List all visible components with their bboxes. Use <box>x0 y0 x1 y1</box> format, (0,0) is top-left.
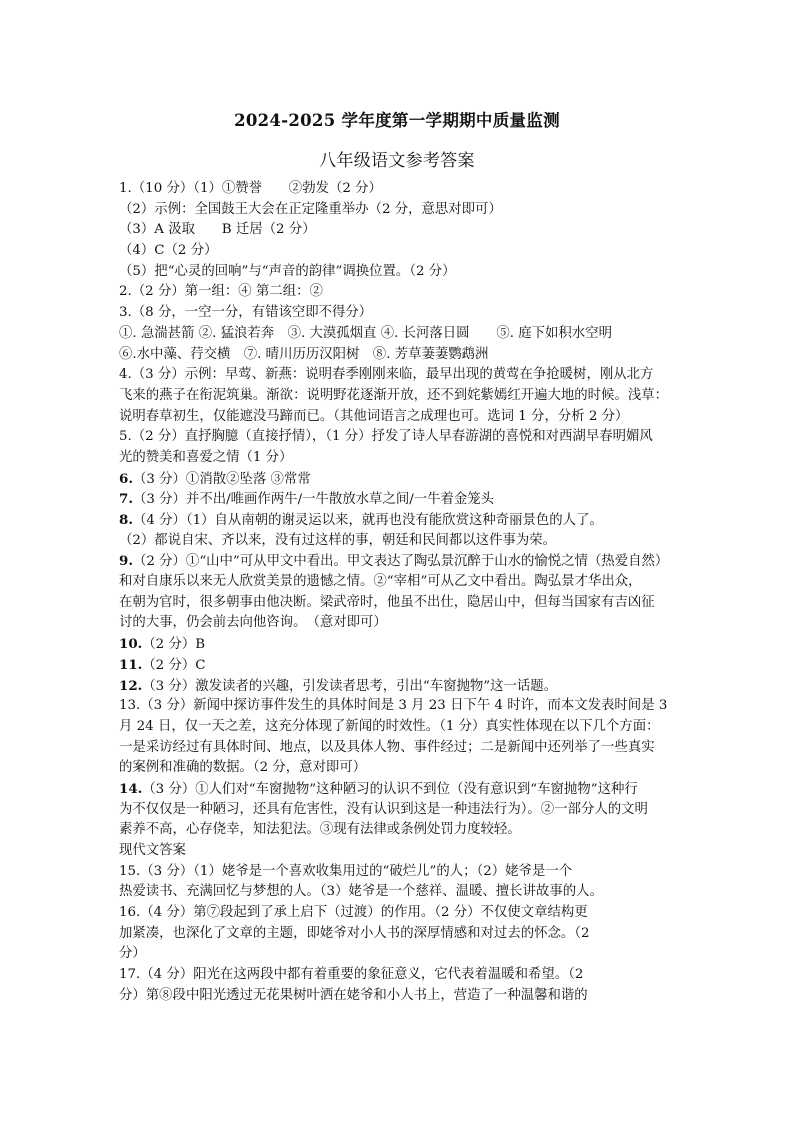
answer-text: （3 分）并不出/唯画作两牛/一牛散放水草之间/一牛着金笼头 <box>132 492 495 508</box>
answer-text: 飞来的燕子在衔泥筑巢。渐欲：说明野花逐渐开放，还不到姹紫嫣红开遍大地的时候。浅草： <box>119 387 669 403</box>
answer-text: 现代文答案 <box>119 843 186 858</box>
answer-text: （2 分）C <box>142 657 206 673</box>
answer-text: 说明春草初生，仅能遮没马蹄而已。（其他词语言之成理也可。选词 1 分，分析 2 分） <box>119 408 629 424</box>
question-number: 10. <box>119 636 143 653</box>
page-title: 2024-2025 学年度第一学期期中质量监测 <box>234 111 560 130</box>
answer-text: （3 分）示例：早莺、新燕：说明春季刚刚来临，最早出现的黄莺在争抢暖树，刚从北方 <box>131 367 654 383</box>
answer-line <box>119 903 679 924</box>
answer-text: 和对自康乐以来无人欣赏美景的遗憾之情。②“宰相”可从乙文中看出。陶弘景才华出众， <box>119 574 642 590</box>
answer-text: （3 分）①人们对“车窗抛物”这种陋习的认识不到位（没有意识到“车窗抛物”这种行 <box>142 781 638 797</box>
answer-line <box>119 386 679 407</box>
answer-line <box>119 965 679 986</box>
answer-text: （2 分）第一组：④ 第二组：② <box>131 284 323 300</box>
answer-line <box>119 882 679 903</box>
answer-text: （4 分）第⑦段起到了承上启下（过渡）的作用。（2 分）不仅使文章结构更 <box>140 905 588 921</box>
answer-text: 讨的大事，仍会前去向他咨询。 （意对即可） <box>119 615 387 631</box>
answer-text: （3 分）①消散②坠落 ③常常 <box>132 471 311 487</box>
question-number: 7. <box>119 491 133 508</box>
answer-text: （10 分）（1）①赞誉 ②勃发（2 分） <box>131 181 382 196</box>
question-number: 15. <box>119 863 141 879</box>
answer-line <box>119 779 679 800</box>
answer-line <box>119 220 679 241</box>
question-number: 5. <box>119 429 132 445</box>
answer-text: 分） <box>119 946 146 962</box>
question-number: 1. <box>119 181 132 196</box>
answer-line <box>119 717 679 738</box>
answer-content <box>119 179 679 1007</box>
question-number: 8. <box>119 512 133 528</box>
answer-line <box>119 986 679 1007</box>
answer-line <box>119 469 679 490</box>
question-number: 14. <box>119 780 143 797</box>
answer-line <box>119 303 679 324</box>
answer-text: 为不仅仅是一种陋习，还具有危害性，没有认识到这是一种违法行为）。②一部分人的文明 <box>119 801 648 817</box>
question-number: 13. <box>119 698 141 714</box>
answer-line <box>119 241 679 262</box>
answer-text: （3）A 汲取 B 迁居（2 分） <box>119 222 316 238</box>
answer-line <box>119 531 679 552</box>
answer-text: （2）都说自宋、齐以来，没有过这样的事，朝廷和民间都以这件事为荣。 <box>119 532 557 548</box>
question-number: 3. <box>119 305 132 321</box>
question-number: 17. <box>119 967 141 983</box>
answer-text: 光的赞美和喜爱之情（1 分） <box>119 449 293 465</box>
answer-text: （2 分）①“山中”可从甲文中看出。甲文表达了陶弘景沉醉于山水的愉悦之情（热爱自然） <box>132 554 669 570</box>
question-number: 9. <box>119 553 133 570</box>
answer-line <box>119 696 679 717</box>
answer-text: 分）第⑧段中阳光透过无花果树叶洒在姥爷和小人书上，营造了一种温馨和谐的 <box>119 987 588 1003</box>
answer-line <box>119 427 679 448</box>
page-subtitle: 八年级语文参考答案 <box>319 151 475 171</box>
answer-line <box>119 551 679 572</box>
question-number: 11. <box>119 656 143 673</box>
answer-line <box>119 572 679 593</box>
answer-line <box>119 841 679 862</box>
answer-text: （3 分）新闻中探访事件发生的具体时间是 3 月 23 日下午 4 时许，而本文发表时间是 3 <box>140 698 668 714</box>
answer-line <box>119 365 679 386</box>
answer-line <box>119 448 679 469</box>
answer-line <box>119 758 679 779</box>
answer-line <box>119 200 679 221</box>
question-number: 16. <box>119 905 141 921</box>
answer-line <box>119 820 679 841</box>
answer-line <box>119 593 679 614</box>
answer-line <box>119 800 679 821</box>
answer-line <box>119 944 679 965</box>
answer-text: （2）示例：全国鼓王大会在正定隆重举办（2 分，意思对即可） <box>119 201 502 217</box>
answer-text: 在朝为官时，很多朝事由他决断。梁武帝时，他虽不出仕，隐居山中，但每当国家有吉凶征 <box>119 594 655 610</box>
answer-line <box>119 655 679 676</box>
answer-text: （3 分）激发读者的兴趣，引发读者思考，引出“车窗抛物”这一话题。 <box>142 678 558 694</box>
answer-line <box>119 613 679 634</box>
answer-line <box>119 489 679 510</box>
answer-line <box>119 179 679 200</box>
answer-text: 月 24 日，仅一天之差，这充分体现了新闻的时效性。（1 分）真实性体现在以下几个方面： <box>119 718 660 734</box>
answer-text: （2 分）B <box>142 637 206 653</box>
question-number: 12. <box>119 677 143 694</box>
answer-text: 一是采访经过有具体时间、地点，以及具体人物、事件经过；二是新闻中还列举了一些真实 <box>119 739 655 755</box>
answer-line <box>119 862 679 883</box>
answer-text: 素养不高，心存侥幸，知法犯法。③现有法律或条例处罚力度较轻。 <box>119 822 521 838</box>
answer-text: ⑥.水中藻、荇交横 ⑦. 晴川历历汉阳树 ⑧. 芳草萋萋鹦鹉洲 <box>119 346 489 362</box>
answer-line <box>119 345 679 366</box>
answer-line <box>119 634 679 655</box>
answer-text: 加紧凑，也深化了文章的主题，即姥爷对小人书的深厚情感和对过去的怀念。（2 <box>119 925 590 941</box>
answer-line <box>119 924 679 945</box>
answer-text: （3 分）（1）姥爷是一个喜欢收集用过的“破烂儿”的人；（2）姥爷是一个 <box>140 863 573 879</box>
question-number: 6. <box>119 470 133 487</box>
question-number: 2. <box>119 284 132 300</box>
answer-text: （4 分）（1）自从南朝的谢灵运以来，就再也没有能欣赏这种奇丽景色的人了。 <box>132 513 603 528</box>
answer-text: 的案例和准确的数据。（2 分，意对即可） <box>119 760 367 776</box>
answer-text: （5）把“心灵的回响”与“声音的韵律”调换位置。（2 分） <box>119 263 456 279</box>
answer-line <box>119 510 679 531</box>
answer-text: （2 分）直抒胸臆（直接抒情），（1 分）抒发了诗人早春游湖的喜悦和对西湖早春明媚风 <box>131 429 653 445</box>
answer-text: （4 分）阳光在这两段中都有着重要的象征意义，它代表着温暖和希望。（2 <box>140 967 584 983</box>
answer-line <box>119 324 679 345</box>
answer-line <box>119 262 679 283</box>
answer-text: （8 分，一空一分，有错该空即不得分） <box>131 305 373 321</box>
answer-line <box>119 738 679 759</box>
answer-line <box>119 676 679 697</box>
answer-line <box>119 407 679 428</box>
answer-text: 热爱读书、充满回忆与梦想的人。（3）姥爷是一个慈祥、温暖、擅长讲故事的人。 <box>119 884 603 900</box>
answer-text: （4）C（2 分） <box>119 243 218 259</box>
answer-text: ①. 急湍甚箭 ②. 猛浪若奔 ③. 大漠孤烟直 ④. 长河落日圆 ⑤. 庭下如积水空明 <box>119 325 612 341</box>
answer-line <box>119 282 679 303</box>
question-number: 4. <box>119 367 132 383</box>
